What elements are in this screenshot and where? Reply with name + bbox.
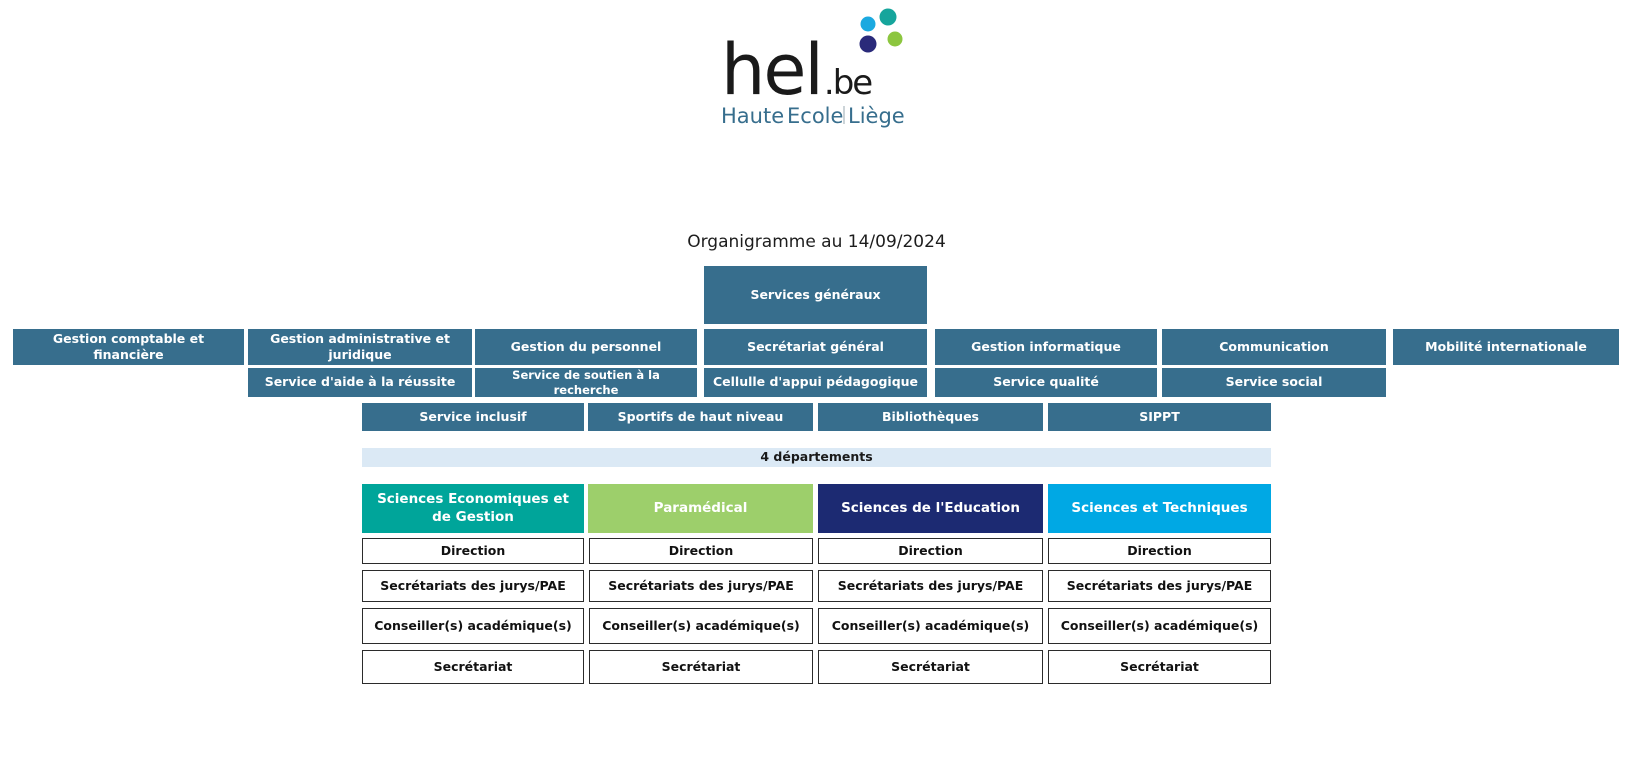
dept1-secretariat[interactable]: Secrétariat bbox=[362, 650, 584, 684]
logo-subtitle-haute: Haute bbox=[721, 104, 785, 128]
service-inclusif[interactable]: Service inclusif bbox=[362, 403, 584, 431]
service-communication[interactable]: Communication bbox=[1162, 329, 1386, 365]
dept-sciences-techniques[interactable]: Sciences et Techniques bbox=[1048, 484, 1271, 533]
dept3-secretariats-jurys[interactable]: Secrétariats des jurys/PAE bbox=[818, 570, 1043, 602]
hel-logo-graphic bbox=[718, 8, 918, 133]
hel-logo[interactable] bbox=[718, 8, 918, 133]
dept-sciences-education[interactable]: Sciences de l'Education bbox=[818, 484, 1043, 533]
service-soutien-recherche[interactable]: Service de soutien à la recherche bbox=[475, 368, 697, 397]
service-gestion-comptable[interactable]: Gestion comptable et financière bbox=[13, 329, 244, 365]
dept3-direction[interactable]: Direction bbox=[818, 538, 1043, 564]
service-social[interactable]: Service social bbox=[1162, 368, 1386, 397]
service-sippt[interactable]: SIPPT bbox=[1048, 403, 1271, 431]
service-mobilite-internationale[interactable]: Mobilité internationale bbox=[1393, 329, 1619, 365]
logo-tld-text: .be bbox=[823, 63, 872, 103]
dept4-secretariat[interactable]: Secrétariat bbox=[1048, 650, 1271, 684]
services-generaux-box[interactable]: Services généraux bbox=[704, 266, 927, 324]
dept1-direction[interactable]: Direction bbox=[362, 538, 584, 564]
dept4-secretariats-jurys[interactable]: Secrétariats des jurys/PAE bbox=[1048, 570, 1271, 602]
dept-paramedical[interactable]: Paramédical bbox=[588, 484, 813, 533]
service-gestion-informatique[interactable]: Gestion informatique bbox=[935, 329, 1157, 365]
chart-title: Organigramme au 14/09/2024 bbox=[687, 232, 946, 252]
dept2-secretariats-jurys[interactable]: Secrétariats des jurys/PAE bbox=[589, 570, 813, 602]
dept4-conseillers-academiques[interactable]: Conseiller(s) académique(s) bbox=[1048, 608, 1271, 644]
service-gestion-administrative[interactable]: Gestion administrative et juridique bbox=[248, 329, 472, 365]
dept2-direction[interactable]: Direction bbox=[589, 538, 813, 564]
logo-dot-navy bbox=[860, 36, 877, 53]
logo-subtitle-ecole: Ecole bbox=[787, 104, 844, 128]
logo-dot-cyan bbox=[861, 17, 876, 32]
logo-dot-teal bbox=[880, 9, 897, 26]
logo-dot-green bbox=[888, 32, 903, 47]
service-gestion-personnel[interactable]: Gestion du personnel bbox=[475, 329, 697, 365]
dept4-direction[interactable]: Direction bbox=[1048, 538, 1271, 564]
service-appui-pedagogique[interactable]: Cellulle d'appui pédagogique bbox=[704, 368, 927, 397]
dept3-secretariat[interactable]: Secrétariat bbox=[818, 650, 1043, 684]
service-secretariat-general[interactable]: Secrétariat général bbox=[704, 329, 927, 365]
service-aide-reussite[interactable]: Service d'aide à la réussite bbox=[248, 368, 472, 397]
dept-sciences-economiques[interactable]: Sciences Economiques et de Gestion bbox=[362, 484, 584, 533]
departments-label-bar: 4 départements bbox=[362, 448, 1271, 467]
dept2-conseillers-academiques[interactable]: Conseiller(s) académique(s) bbox=[589, 608, 813, 644]
dept2-secretariat[interactable]: Secrétariat bbox=[589, 650, 813, 684]
service-sportifs-haut-niveau[interactable]: Sportifs de haut niveau bbox=[588, 403, 813, 431]
dept1-secretariats-jurys[interactable]: Secrétariats des jurys/PAE bbox=[362, 570, 584, 602]
dept1-conseillers-academiques[interactable]: Conseiller(s) académique(s) bbox=[362, 608, 584, 644]
svg-text:hel.be bbox=[721, 29, 872, 111]
service-qualite[interactable]: Service qualité bbox=[935, 368, 1157, 397]
logo-subtitle-liege: Liège bbox=[848, 104, 905, 128]
logo-main-text: hel bbox=[721, 29, 822, 111]
dept3-conseillers-academiques[interactable]: Conseiller(s) académique(s) bbox=[818, 608, 1043, 644]
svg-text:Haute Ecole Liège bbox=[721, 104, 905, 128]
service-bibliotheques[interactable]: Bibliothèques bbox=[818, 403, 1043, 431]
